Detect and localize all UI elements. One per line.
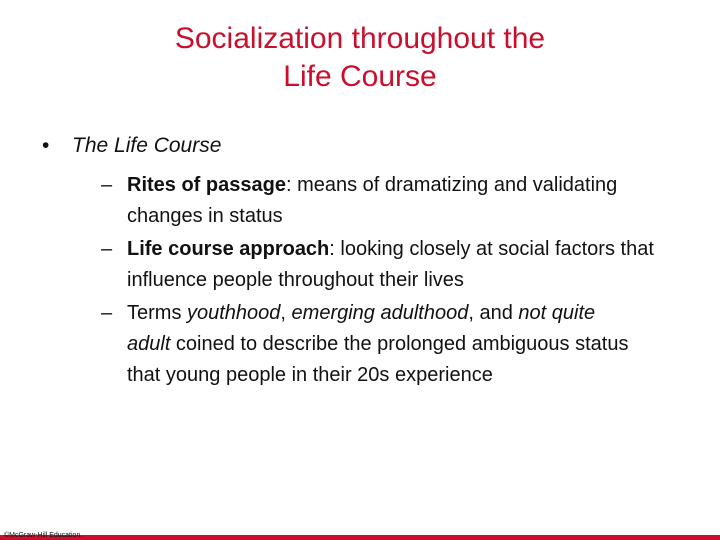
subitem-line <box>127 329 680 360</box>
text-fragment: , and <box>468 302 519 324</box>
subitem-line: changes in status <box>127 205 283 227</box>
dash-marker: – <box>101 238 113 260</box>
subitem-terms <box>101 298 680 391</box>
bullet-list <box>40 130 680 391</box>
bullet-marker: • <box>42 134 50 157</box>
text-fragment: Terms <box>127 302 187 324</box>
slide-title <box>60 20 660 96</box>
subitem-life-course-approach <box>101 234 680 296</box>
term-rites-of-passage: Rites of passage <box>127 174 286 196</box>
bullet-item-life-course <box>40 130 680 162</box>
subitem-line <box>127 234 680 265</box>
text-fragment: , <box>280 302 292 324</box>
copyright-notice: ©McGraw-Hill Education. <box>4 532 83 539</box>
term-youthhood: youthhood <box>187 302 281 324</box>
subitem-line <box>127 298 680 329</box>
definition-text: : means of dramatizing and validating <box>285 174 618 196</box>
definition-text: : looking closely at social factors that <box>329 238 654 260</box>
title-line-2: Life Course <box>283 60 437 93</box>
dash-marker: – <box>101 174 113 196</box>
subitem-line <box>127 170 680 201</box>
title-line-1: Socialization throughout the <box>174 22 546 55</box>
term-adult: adult <box>127 333 171 355</box>
term-not-quite: not quite <box>518 302 596 324</box>
term-life-course-approach: Life course approach <box>127 238 330 260</box>
subitem-line: that young people in their 20s experience <box>127 364 493 386</box>
bullet-text: The Life Course <box>72 134 222 157</box>
dash-marker: – <box>101 302 113 324</box>
term-emerging-adulthood: emerging adulthood <box>291 302 469 324</box>
subitem-line: influence people throughout their lives <box>127 269 464 291</box>
footer-accent-bar <box>0 535 720 540</box>
subitem-rites-of-passage <box>101 170 680 232</box>
text-fragment: coined to describe the prolonged ambiguous status <box>170 333 629 355</box>
